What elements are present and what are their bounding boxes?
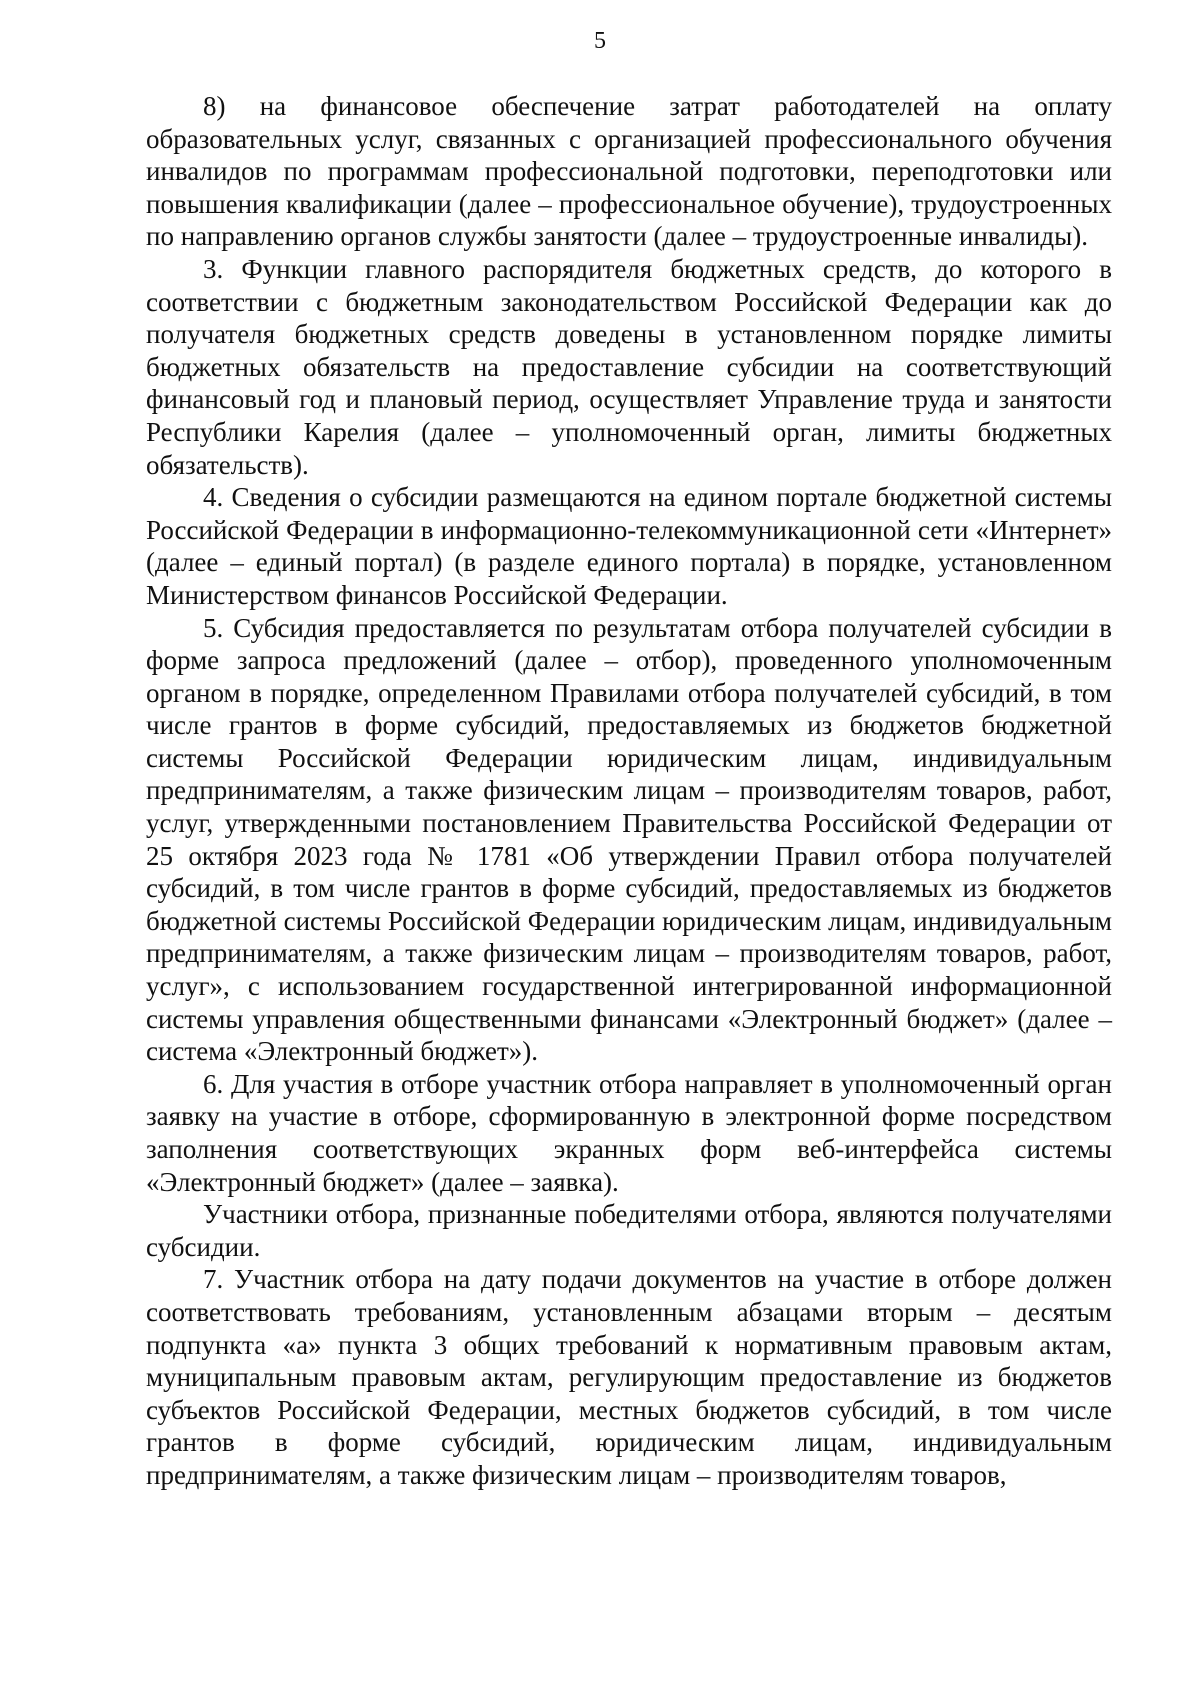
paragraph-6: 6. Для участия в отборе участник отбора направляет в уполномоченный орган заявку на участие в отборе, сформированную в электронной форме посредством заполнения соответствующих экранных форм веб-интерфейса системы «Электронный бюджет» (далее – заявка).: [146, 1068, 1112, 1197]
paragraph-4: 4. Сведения о субсидии размещаются на едином портале бюджетной системы Российской Федерации в информационно-телекоммуникационной сети «Интернет» (далее – единый портал) (в разделе единого портала) в порядке, установленном Министерством финансов Российской Федерации.: [146, 482, 1112, 610]
document-body: [146, 90, 1112, 1492]
paragraph-3: 3. Функции главного распорядителя бюджетных средств, до которого в соответствии с бюджетным законодательством Российской Федерации как до получателя бюджетных средств доведены в установленном порядке лимиты бюджетных обязательств на предоставление субсидии на соответствующий финансовый год и плановый период, осуществляет Управление труда и занятости Республики Карелия (далее – уполномоченный орган, лимиты бюджетных обязательств).: [146, 253, 1112, 480]
paragraph-6-continuation: Участники отбора, признанные победителями отбора, являются получателями субсидии.: [146, 1199, 1112, 1262]
paragraph-5: 5. Субсидия предоставляется по результатам отбора получателей субсидии в форме запроса предложений (далее – отбор), проведенного уполномоченным органом в порядке, определенном Правилами отбора получателей субсидий, в том числе грантов в форме субсидий, предоставляемых из бюджетов бюджетной системы Российской Федерации юридическим лицам, индивидуальным предпринимателям, а также физическим лицам – производителям товаров, работ, услуг, утвержденными постановлением Правительства Российской Федерации от 25 октября 2023 года № 1781 «Об утверждении Правил отбора получателей субсидий, в том числе грантов в форме субсидий, предоставляемых из бюджетов бюджетной системы Российской Федерации юридическим лицам, индивидуальным предпринимателям, а также физическим лицам – производителям товаров, работ, услуг», с использованием государственной интегрированной информационной системы управления общественными финансами «Электронный бюджет» (далее – система «Электронный бюджет»).: [146, 612, 1112, 1067]
paragraph-item-8: 8) на финансовое обеспечение затрат работодателей на оплату образовательных услуг, связанных с организацией профессионального обучения инвалидов по программам профессиональной подготовки, переподготовки или повышения квалификации (далее – профессиональное обучение), трудоустроенных по направлению органов службы занятости (далее – трудоустроенные инвалиды).: [146, 91, 1112, 252]
paragraph-7: 7. Участник отбора на дату подачи документов на участие в отборе должен соответствовать требованиям, установленным абзацами вторым – десятым подпункта «а» пункта 3 общих требований к нормативным правовым актам, муниципальным правовым актам, регулирующим предоставление из бюджетов субъектов Российской Федерации, местных бюджетов субсидий, в том числе грантов в форме субсидий, юридическим лицам, индивидуальным предпринимателям, а также физическим лицам – производителям товаров,: [146, 1264, 1112, 1490]
page-number: 5: [594, 28, 606, 54]
